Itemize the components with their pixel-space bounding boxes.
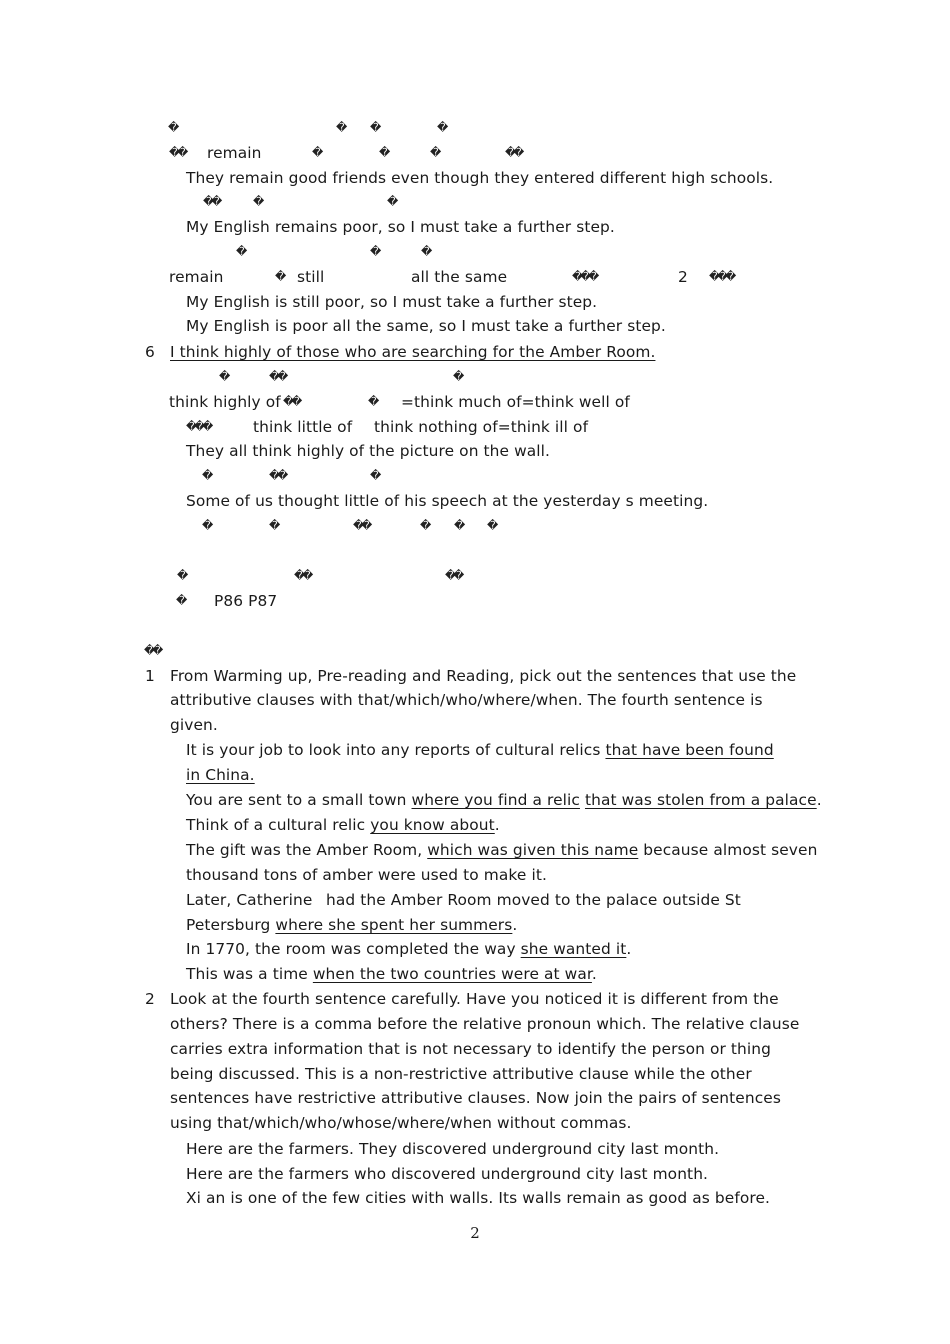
example-sentence: Think of a cultural relic you know about. <box>186 816 500 834</box>
glyph: � <box>202 420 214 433</box>
glyph: � <box>202 519 214 532</box>
glyph: � <box>294 569 306 582</box>
attributive-clause: where she spent her summers <box>275 916 513 934</box>
glyph: � <box>709 270 721 283</box>
example-sentence: My English is still poor, so I must take a further step. <box>186 293 598 311</box>
glyph: � <box>379 146 391 159</box>
remain-heading: remain <box>207 144 262 162</box>
glyph: � <box>236 245 248 258</box>
glyph: � <box>368 395 380 408</box>
glyph: � <box>194 420 206 433</box>
example-sentence-continued: thousand tons of amber were used to make it. <box>186 866 547 884</box>
glyph: � <box>269 370 281 383</box>
glyph: � <box>177 569 189 582</box>
item-number: 6 <box>145 343 155 361</box>
instruction-text: others? There is a comma before the relative pronoun which. The relative clause <box>170 1015 800 1033</box>
example-sentence-continued: had the Amber Room moved to the palace outside St <box>326 891 741 909</box>
example-sentence: It is your job to look into any reports of cultural relics that have been found <box>186 741 774 759</box>
example-sentence: The gift was the Amber Room, which was given this name because almost seven <box>186 841 818 859</box>
attributive-clause: where you find a relic <box>411 791 580 809</box>
phrase-think-highly: think highly of <box>169 393 281 411</box>
example-sentence: My English is poor all the same, so I must take a further step. <box>186 317 666 335</box>
example-sentence: Some of us thought little of his speech at the yesterday s meeting. <box>186 492 709 510</box>
glyph: � <box>291 395 303 408</box>
phrase-think-little: think little of <box>253 418 353 436</box>
glyph: � <box>454 519 466 532</box>
example-sentence: My English remains poor, so I must take a further step. <box>186 218 615 236</box>
glyph: � <box>353 519 365 532</box>
number-two: 2 <box>678 268 688 286</box>
attributive-clause: that have been found <box>605 741 774 759</box>
glyph: � <box>370 245 382 258</box>
glyph: � <box>203 195 215 208</box>
page-references: P86 P87 <box>214 592 278 610</box>
example-sentence: Xi an is one of the few cities with walls. Its walls remain as good as before. <box>186 1189 771 1207</box>
glyph: � <box>312 146 324 159</box>
glyph: � <box>186 420 198 433</box>
glyph: � <box>277 469 289 482</box>
item-number: 2 <box>145 990 155 1008</box>
glyph: � <box>580 270 592 283</box>
attributive-clause: in China. <box>186 766 255 784</box>
instruction-text: carries extra information that is not necessary to identify the person or thing <box>170 1040 772 1058</box>
glyph: � <box>445 569 457 582</box>
glyph: � <box>361 519 373 532</box>
glyph: � <box>430 146 442 159</box>
glyph: � <box>487 519 499 532</box>
glyph: � <box>202 469 214 482</box>
instruction-text: attributive clauses with that/which/who/where/when. The fourth sentence is <box>170 691 763 709</box>
instruction-text: given. <box>170 716 218 734</box>
example-sentence: Later, Catherine <box>186 891 313 909</box>
page-number: 2 <box>470 1224 480 1242</box>
instruction-text: Look at the fourth sentence carefully. Have you noticed it is different from the <box>170 990 779 1008</box>
glyph: � <box>717 270 729 283</box>
still-term: still <box>297 268 325 286</box>
glyph: � <box>505 146 517 159</box>
glyph: � <box>269 469 281 482</box>
example-sentence-continued: Petersburg where she spent her summers. <box>186 916 518 934</box>
instruction-text: being discussed. This is a non-restrictive attributive clause while the other <box>170 1065 752 1083</box>
glyph: � <box>725 270 737 283</box>
glyph: � <box>168 121 180 134</box>
instruction-text: sentences have restrictive attributive clauses. Now join the pairs of sentences <box>170 1089 781 1107</box>
example-sentence: Here are the farmers. They discovered underground city last month. <box>186 1140 720 1158</box>
glyph: � <box>177 146 189 159</box>
glyph: � <box>437 121 449 134</box>
glyph: � <box>275 270 287 283</box>
keyword-which: which <box>596 1015 642 1033</box>
glyph: � <box>152 644 164 657</box>
glyph: � <box>176 594 188 607</box>
glyph: � <box>453 569 465 582</box>
instruction-text: From Warming up, Pre-reading and Reading, pick out the sentences that use the <box>170 667 797 685</box>
glyph: � <box>513 146 525 159</box>
example-sentence: You are sent to a small town where you find a relic that was stolen from a palace. <box>186 791 822 809</box>
attributive-clause: that was stolen from a palace <box>584 791 817 809</box>
attributive-clause: she wanted it <box>520 940 627 958</box>
example-sentence: They remain good friends even though they entered different high schools. <box>186 169 774 187</box>
glyph: � <box>169 146 181 159</box>
glyph: � <box>421 245 433 258</box>
phrase-think-nothing: think nothing of=think ill of <box>374 418 589 436</box>
glyph: � <box>588 270 600 283</box>
attributive-clause: which was given this name <box>427 841 639 859</box>
glyph: � <box>302 569 314 582</box>
glyph: � <box>283 395 295 408</box>
example-sentence: They all think highly of the picture on the wall. <box>186 442 551 460</box>
instruction-text: using that/which/who/whose/where/when without commas. <box>170 1114 632 1132</box>
remain-term: remain <box>169 268 224 286</box>
glyph: � <box>219 370 231 383</box>
example-sentence: Here are the farmers who discovered underground city last month. <box>186 1165 709 1183</box>
glyph: � <box>277 370 289 383</box>
attributive-clause: you know about <box>370 816 495 834</box>
glyph: � <box>211 195 223 208</box>
glyph: � <box>572 270 584 283</box>
glyph: � <box>387 195 399 208</box>
all-the-same-term: all the same <box>411 268 508 286</box>
glyph: � <box>370 121 382 134</box>
glyph: � <box>269 519 281 532</box>
example-sentence: In 1770, the room was completed the way she wanted it. <box>186 940 632 958</box>
example-sentence: This was a time when the two countries were at war. <box>186 965 597 983</box>
glyph: � <box>420 519 432 532</box>
glyph: � <box>453 370 465 383</box>
glyph: � <box>370 469 382 482</box>
phrase-equivalents: =think much of=think well of <box>401 393 630 411</box>
glyph: � <box>253 195 265 208</box>
item-6-sentence: I think highly of those who are searching for the Amber Room. <box>170 343 656 361</box>
glyph: � <box>144 644 156 657</box>
attributive-clause: when the two countries were at war <box>312 965 592 983</box>
item-number: 1 <box>145 667 155 685</box>
glyph: � <box>336 121 348 134</box>
